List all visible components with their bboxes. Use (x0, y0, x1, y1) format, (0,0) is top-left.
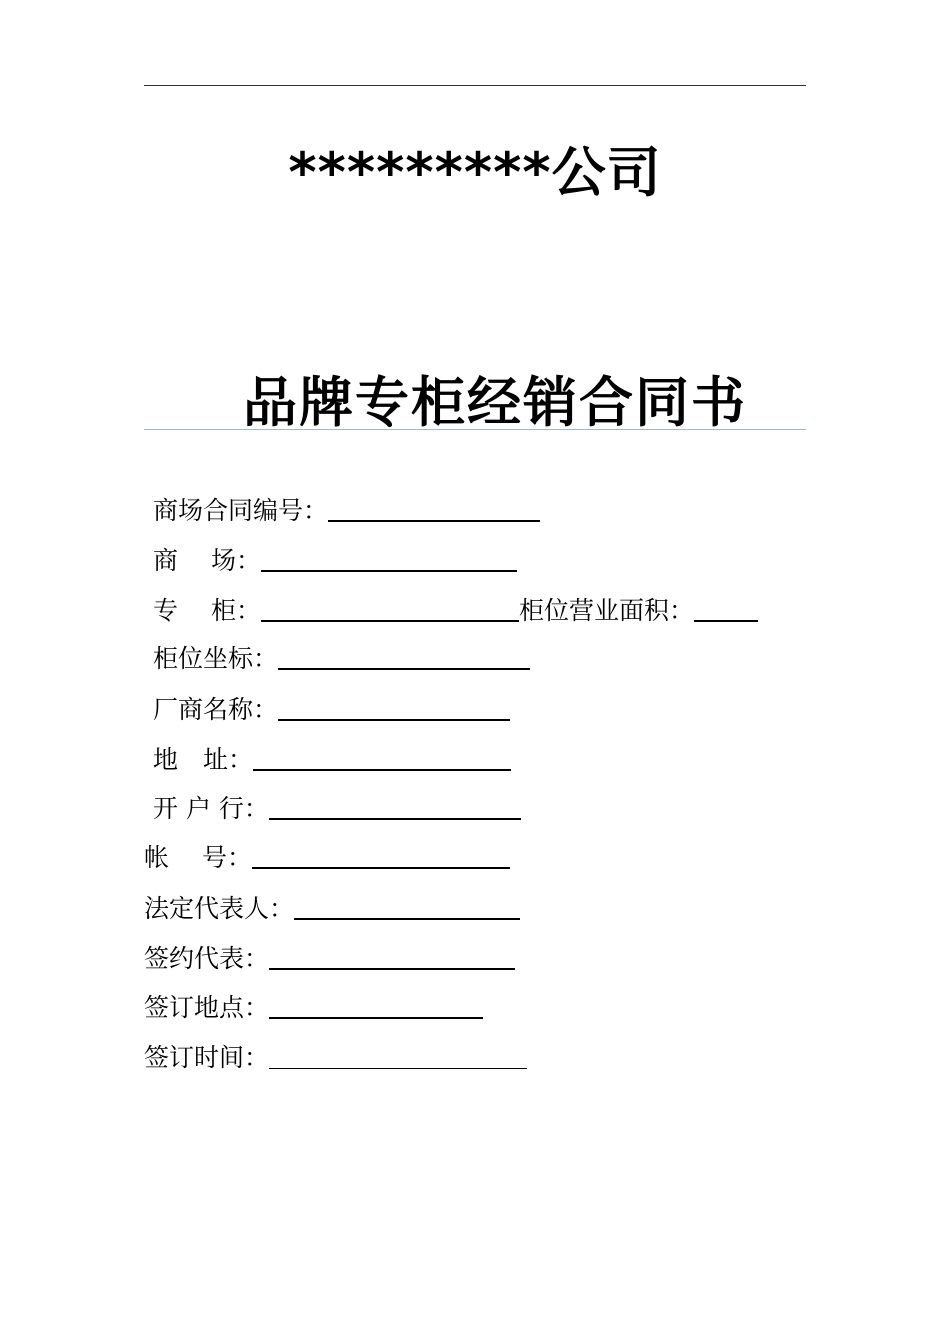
fill-in-line[interactable] (252, 841, 510, 869)
fill-in-line[interactable] (269, 942, 515, 970)
field-label: 签订地点： (144, 993, 270, 1022)
field-label: 专 柜： (153, 596, 261, 625)
field-signing-place (144, 991, 483, 1025)
fill-in-line[interactable] (278, 693, 510, 721)
field-mall-contract-no (153, 494, 540, 528)
field-legal-rep (144, 892, 520, 926)
field-vendor-name (153, 693, 510, 727)
field-mall (153, 544, 517, 578)
field-label: 厂商名称： (153, 695, 279, 724)
fill-in-line[interactable] (269, 991, 483, 1019)
fill-in-line[interactable] (269, 1042, 527, 1069)
fill-in-line[interactable] (278, 642, 530, 670)
field-signing-time (144, 1041, 527, 1075)
title-divider (144, 429, 806, 430)
fill-in-line[interactable] (694, 594, 758, 622)
field-label: 柜位营业面积： (518, 596, 694, 625)
fill-in-line[interactable] (261, 594, 519, 622)
field-label: 帐 号： (144, 843, 252, 872)
field-address (153, 743, 511, 777)
field-label: 商 场： (153, 546, 261, 575)
field-account-no (144, 841, 510, 875)
field-label: 柜位坐标： (153, 644, 279, 673)
fill-in-line[interactable] (269, 792, 521, 820)
field-counter (153, 594, 758, 628)
contract-title: 品牌专柜经销合同书 (243, 371, 747, 434)
field-bank (153, 792, 521, 826)
field-label: 商场合同编号： (153, 496, 329, 525)
header-divider (144, 85, 806, 86)
fill-in-line[interactable] (253, 743, 511, 771)
field-counter-coords (153, 642, 530, 676)
field-label: 法定代表人： (144, 894, 295, 923)
fill-in-line[interactable] (294, 892, 520, 920)
field-label: 地 址： (153, 745, 254, 774)
field-label: 开 户 行： (153, 794, 269, 823)
field-label: 签约代表： (144, 944, 270, 973)
field-label: 签订时间： (144, 1043, 270, 1072)
fill-in-line[interactable] (261, 544, 517, 572)
company-name: *********公司 (288, 141, 662, 204)
fill-in-line[interactable] (328, 494, 540, 522)
field-signing-rep (144, 942, 515, 976)
